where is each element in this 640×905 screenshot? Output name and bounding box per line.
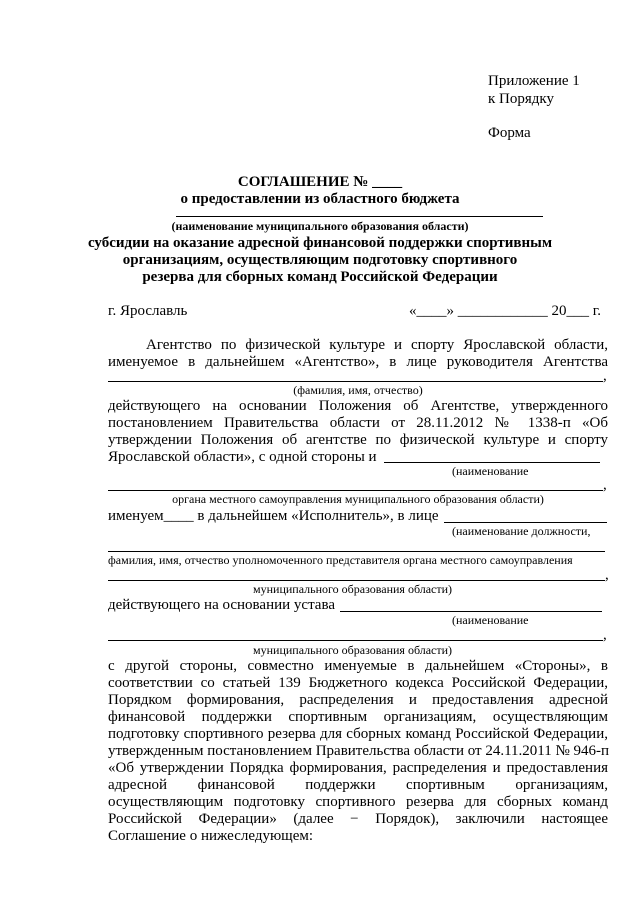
paragraph-3-line-7: «Об утверждении Порядка формирования, распределения и предоставления	[108, 760, 608, 776]
subject-line-3: резерва для сборных команд Российской Федерации	[142, 269, 498, 285]
paragraph-1-line-1: Агентство по физической культуре и спорту Ярославской области,	[146, 337, 608, 353]
municipality-caption: (наименование муниципального образования области)	[171, 219, 469, 233]
municipality-blank-line-3	[108, 640, 603, 641]
agreement-subtitle: о предоставлении из областного бюджета	[180, 191, 460, 207]
paragraph-3-line-9: осуществляющим подготовку спортивного резерва для сборных команд	[108, 794, 608, 810]
paragraph-2-line-1: действующего на основании Положения об Агентстве, утвержденного	[108, 398, 608, 414]
representative-name-blank-line	[108, 551, 605, 552]
paragraph-3-line-2: соответствии со статьей 139 Бюджетного кодекса Российской Федерации,	[108, 675, 608, 691]
paragraph-3-line-1: с другой стороны, совместно именуемые в дальнейшем «Стороны», в	[108, 658, 608, 674]
paragraph-3-line-3: Порядком формирования, распределения и предоставления адресной	[108, 692, 608, 708]
position-blank-line	[444, 522, 607, 523]
paragraph-3-line-5: подготовку спортивного резерва для сборных команд Российской Федерации,	[108, 726, 608, 742]
city-label: г. Ярославль	[108, 303, 188, 319]
fio-caption: (фамилия, имя, отчество)	[293, 383, 423, 397]
charter-blank-line	[340, 611, 602, 612]
paragraph-3-line-11: Соглашение о нижеследующем:	[108, 828, 314, 844]
comma-2: ,	[603, 477, 607, 493]
paragraph-1-line-2: именуемое в дальнейшем «Агентство», в лице руководителя Агентства	[108, 354, 608, 370]
paragraph-2-line-2: постановлением Правительства области от 28.11.2012 № 1338-п «Об	[108, 415, 608, 431]
date-field: «____» ____________ 20___ г.	[409, 303, 601, 319]
paragraph-3-line-4: финансовой поддержки спортивным организациям, осуществляющим	[108, 709, 608, 725]
paragraph-2-line-4: Ярославской области», с одной стороны и	[108, 449, 377, 465]
paragraph-2-line-3: утверждении Положения об агентстве по физической культуре и спорту	[108, 432, 608, 448]
appendix-label: Приложение 1	[488, 73, 580, 89]
municipality-blank-line	[176, 216, 543, 217]
named-line: именуем____ в дальнейшем «Исполнитель», в лице	[108, 508, 439, 524]
municipality-blank-line-2	[108, 580, 605, 581]
paragraph-3-line-6: утвержденным постановлением Правительства области от 24.11.2011 № 946-п	[108, 743, 610, 759]
organ-blank-line	[108, 490, 603, 491]
paragraph-3-line-8: адресной финансовой поддержки спортивным организациям,	[108, 777, 608, 793]
comma-4: ,	[603, 627, 607, 643]
paragraph-3-line-10: Российской Федерации» (далее − Порядок), заключили настоящее	[108, 811, 608, 827]
form-label: Форма	[488, 125, 531, 141]
party-name-blank-line	[384, 462, 600, 463]
name-caption-2: (наименование	[452, 613, 529, 627]
comma-1: ,	[603, 368, 607, 384]
position-caption: (наименование должности,	[452, 524, 591, 538]
municipality-caption-3: муниципального образования области)	[253, 643, 453, 657]
comma-3: ,	[605, 567, 609, 583]
representative-caption: фамилия, имя, отчество уполномоченного представителя органа местного самоуправления	[108, 553, 573, 567]
agreement-title: СОГЛАШЕНИЕ № ____	[237, 174, 403, 190]
subject-line-2: организациям, осуществляющим подготовку спортивного	[122, 252, 518, 268]
charter-line: действующего на основании устава	[108, 597, 336, 613]
order-label: к Порядку	[488, 91, 554, 107]
municipality-caption-2: муниципального образования области)	[253, 582, 453, 596]
name-caption: (наименование	[452, 464, 529, 478]
organ-caption: органа местного самоуправления муниципального образования области)	[172, 492, 544, 506]
representative-blank-line	[108, 381, 603, 382]
subject-line-1: субсидии на оказание адресной финансовой поддержки спортивным	[87, 235, 553, 251]
